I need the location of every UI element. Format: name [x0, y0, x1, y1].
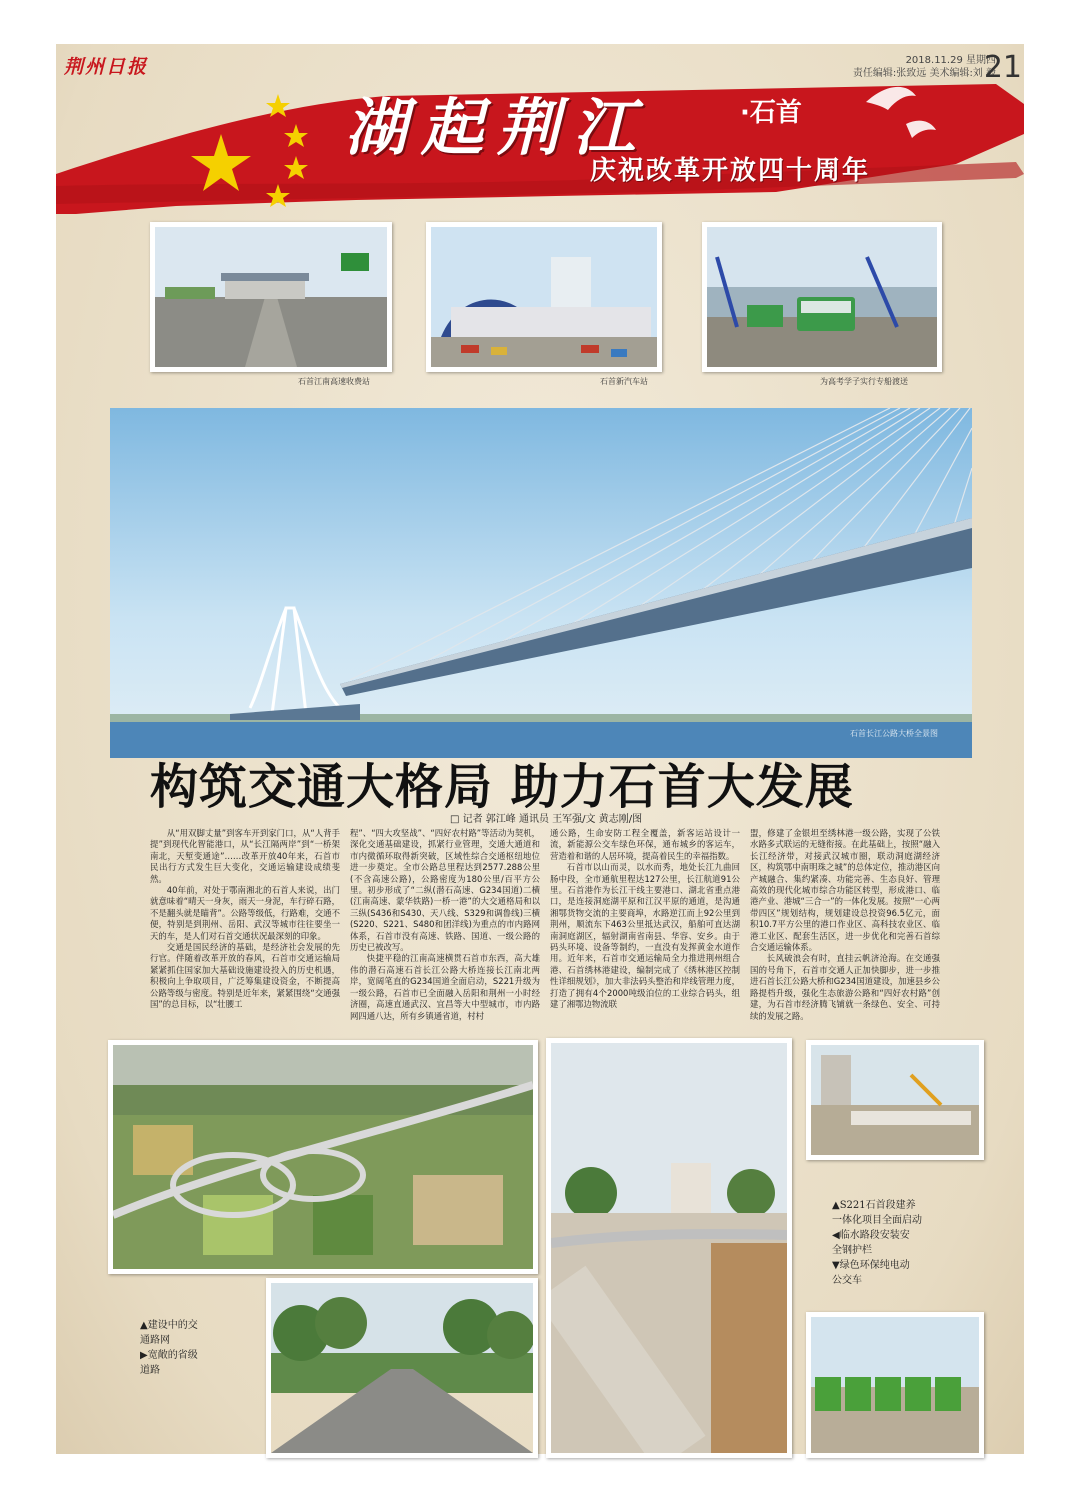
caption-bus-station: 石首新汽车站 — [600, 377, 648, 386]
photo-bus-station — [426, 222, 662, 372]
caption-bridge: 石首长江公路大桥全景图 — [850, 729, 938, 738]
banner-subtitle: ·石首 — [740, 98, 802, 128]
paragraph: 40年前，对处于鄂南湘北的石首人来说，出门就意味着“晴天一身灰，雨天一身泥，车行碎石路，不是翻头就是瞄背”。公路等级低，行路难，交通不便，特别是到荆州、岳阳、武汉等城市往往要坐一天的车，是人们对石首交通状况最深刻的印象。 — [150, 885, 340, 941]
masthead-logo: 荆州日报 — [64, 56, 149, 78]
caption-ferry: 为高考学子实行专船渡送 — [820, 377, 908, 386]
photo-interchange-aerial — [108, 1040, 538, 1274]
paragraph: 从“用双脚丈量”到客车开到家门口，从“人背手提”到现代化智能港口，从“长江隔两岸”到“一桥架南北，天堑变通途”……改革开放40年来，石首市民出行方式发生巨大变化，交通运输建设成绩斐然。 — [150, 828, 340, 884]
photo-ferry — [702, 222, 942, 372]
photo-construction-site — [806, 1040, 984, 1160]
photo-electric-buses — [806, 1312, 984, 1458]
paragraph: 石首市以山而灵，以水而秀，地处长江九曲回肠中段，全市通航里程达127公里，长江航道91公里。石首港作为长江干线主要港口、湖北省重点港口，是连接洞庭湖平原和江汉平原的通道，是沟通湘鄂货物交流的主要商埠，水路逆江而上92公里到荆州，顺流东下463公里抵达武汉，船舶可直达湖南洞庭湖区，辐射湖南省南县、华容、安乡。由于码头环境、设备等制约，一直没有发挥黄金水道作用。近年来，石首市交通运输局全力推进荆州组合港、石首绣林港建设，编制完成了《绣林港区控制性详细规划》，加大非法码头整治和岸线管理力度，打造了拥有4个2000吨级泊位的工业综合码头，组建了湘鄂边物流联 — [550, 862, 740, 1010]
article-byline: □ 记者 郭江峰 通讯员 王军强/文 黄志刚/图 — [450, 814, 643, 825]
photo-bridge — [110, 408, 972, 758]
caption-left-photos: ▲建设中的交 通路网 ▶宽敞的省级 道路 — [140, 1320, 198, 1376]
issue-editors: 责任编辑:张致远 美术编辑:刘 毅 — [852, 68, 996, 79]
paragraph: 长风破浪会有时，直挂云帆济沧海。在交通强国的号角下，石首市交通人正加快脚步，进一步推进石首长江公路大桥和G234国道建设，加速县乡公路提档升级，强化生态旅游公路和“四好农村路”创建，为石首市经济腾飞铺就一条绿色、安全、可持续的发展之路。 — [750, 953, 940, 1021]
article-column-1 — [150, 828, 340, 1011]
paragraph: 程”、“四大攻坚战”、“四好农村路”等活动为契机，深化交通基础建设，抓紧行业管理，交通大通道和市内微循环取得新突破，区域性综合交通枢纽地位进一步奠定。全市公路总里程达到2577.288公里(不含高速公路)，公路密度为180公里/百平方公里。初步形成了“二纵(潜石高速、G234国道)二横(江南高速、蒙华铁路)一桥一港”的大交通格局和以三纵(S436和S430、天八线、S329和调鲁线)三横(S220、S221、S480和团洋线)为重点的市内路网体系，石首市没有高速、铁路、国道、一级公路的历史已被改写。 — [350, 828, 540, 953]
paragraph: 通公路，生命安防工程全覆盖，新客运站设计一流，新能源公交车绿色环保，通布城乡的客运车，营造着和谐的人居环境，提高着民生的幸福指数。 — [550, 828, 740, 861]
photo-guardrail — [546, 1038, 792, 1458]
article-column-4 — [750, 828, 940, 1022]
caption-toll-station: 石首江南高速收费站 — [298, 377, 370, 386]
article-headline: 构筑交通大格局 助力石首大发展 — [150, 759, 854, 815]
banner-slogan: 庆祝改革开放四十周年 — [590, 156, 871, 186]
article-column-2 — [350, 828, 540, 1022]
banner-title: 湖起荆江 — [345, 91, 650, 164]
paragraph: 盟，修建了金银坦至绣林港一级公路，实现了公铁水路多式联运的无缝衔接。在此基础上，按照“融入长江经济带，对接武汉城市圈，联动洞庭湖经济区，构筑鄂中南明珠之城”的总体定位，推动港区向产城融合、集约紧凑、功能完善、生态良好、管理高效的现代化城市综合功能区转型，形成港口、临港产业、港城“三合一”的一体化发展。按照“一心两带四区”规划结构，规划建设总投资96.5亿元，面积10.7平方公里的港口作业区、高科技农业区、临港工业区、配套生活区，进一步优化和完善石首综合交通运输体系。 — [750, 828, 940, 953]
article-column-3 — [550, 828, 740, 1011]
paragraph: 交通是国民经济的基础，是经济社会发展的先行官。伴随着改革开放的春风，石首市交通运输局紧紧抓住国家加大基础设施建设投入的历史机遇，积极向上争取项目，广泛筹集建设资金，不断提高公路等级与密度。特别是近年来，紧紧围绕“交通强国”的总目标，以“壮腰工 — [150, 942, 340, 1010]
page-number: 21 — [983, 50, 1022, 85]
photo-provincial-road — [266, 1278, 538, 1458]
photo-toll-station — [150, 222, 392, 372]
caption-right-photos: ▲S221石首段建养 一体化项目全面启动 ◀临水路段安装安 全钢护栏 ▼绿色环保纯电动 公交车 — [832, 1200, 922, 1286]
issue-date: 2018.11.29 星期四 — [905, 55, 996, 66]
paragraph: 快捷平稳的江南高速横贯石首市东西，高大雄伟的潜石高速石首长江公路大桥连接长江南北两岸，宽阔笔直的G234国道全面启动，S221升级为一级公路，石首市已全面融入岳阳和荆州一小时经济圈，高速直通武汉、宜昌等大中型城市，市内路网四通八达，所有乡镇通省道，村村 — [350, 953, 540, 1021]
